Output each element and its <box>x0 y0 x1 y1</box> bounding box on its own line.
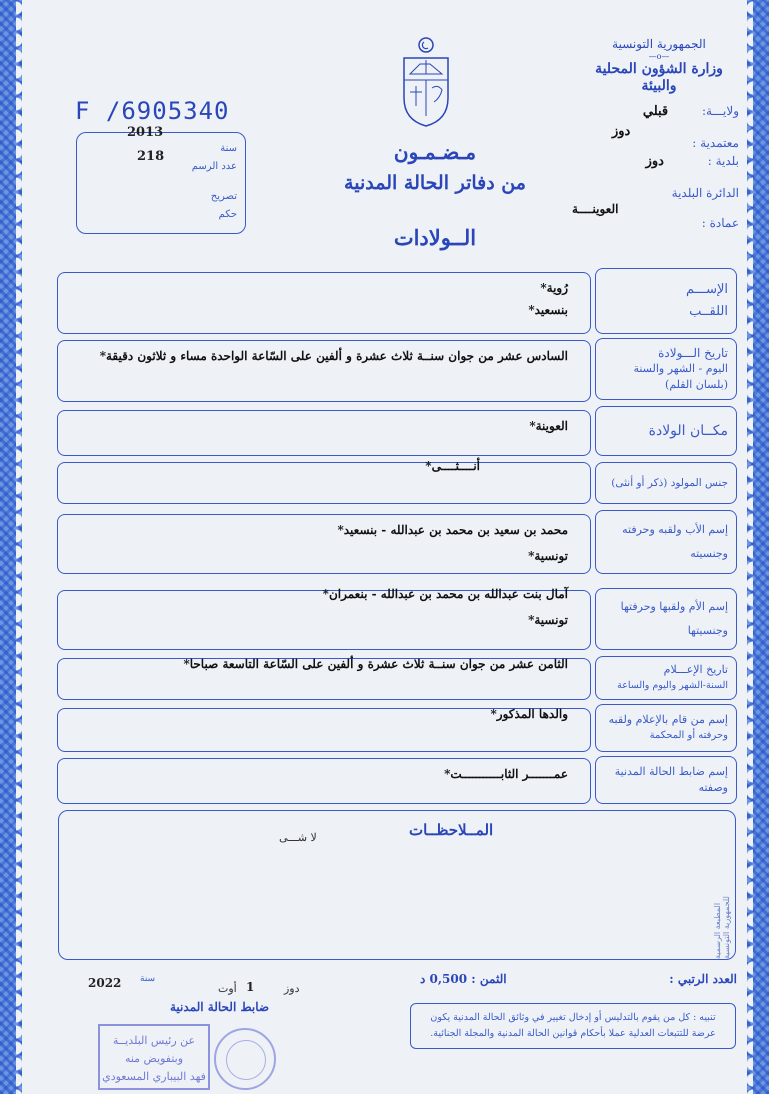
last-name-label: اللقــب <box>689 304 728 319</box>
mother-label-cell <box>595 588 737 650</box>
sex-label-cell <box>595 462 737 504</box>
imada-field <box>559 216 739 230</box>
notes-box <box>58 810 736 960</box>
stamp-line3: فهد البيباري المسعودي <box>102 1070 206 1083</box>
officer-value: عمـــــــر الثابـــــــــــت* <box>444 767 568 781</box>
tunisia-coat-of-arms-icon <box>400 36 452 128</box>
ministry-line2: والبيئة <box>641 78 677 94</box>
declaration-date-label-cell <box>595 656 737 700</box>
register-number: 218 <box>137 149 165 164</box>
warning-box <box>410 1003 736 1049</box>
birth-place-label: مكــان الولادة <box>648 423 728 439</box>
mother-name-value: آمال بنت عبدالله بن محمد بن عبدالله - بنعمران* <box>322 587 568 601</box>
first-name-value: رُوية* <box>540 281 568 295</box>
father-label-cell <box>595 510 737 574</box>
declaration-date-label: تاريخ الإعـــلام <box>663 663 728 676</box>
name-label-cell <box>595 268 737 334</box>
officer-signature-title: ضابط الحالة المدنية <box>170 1000 270 1014</box>
birth-date-value-cell <box>57 340 591 402</box>
declarant-sublabel: وحرفته أو المحكمة <box>649 730 728 741</box>
register-number-label: عدد الرسم <box>191 161 237 172</box>
baladia-label: بلدية : <box>707 154 739 168</box>
birth-place-label-cell <box>595 406 737 456</box>
printer-mark: المطبعة الرسمية للجمهورية التونسية <box>713 896 731 959</box>
declarant-value-cell <box>57 708 591 752</box>
birth-date-value: السادس عشر من جوان سنــة ثلاث عشرة و ألفين على السّاعة الواحدة مساء و ثلاثون دقيقة* <box>99 349 568 363</box>
birth-place-value-cell <box>57 410 591 456</box>
last-name-value: بنسعيد* <box>528 303 568 317</box>
mother-nationality-value: تونسية* <box>528 613 568 627</box>
father-nationality-label: وجنسيته <box>690 547 728 560</box>
declarant-label: إسم من قام بالإعلام ولقبه <box>608 713 728 726</box>
officer-sublabel: وصفته <box>698 781 728 794</box>
judgment-label: حكم <box>218 209 237 220</box>
motamadia-value: دوز <box>612 124 631 139</box>
father-value-cell <box>57 514 591 574</box>
baladia-value: دوز <box>645 154 664 169</box>
register-year: 2013 <box>127 125 164 140</box>
father-nationality-value: تونسية* <box>528 549 568 563</box>
stamp-line2: وبتفويض منه <box>124 1052 184 1065</box>
birth-date-label-cell <box>595 338 737 400</box>
motamadia-field <box>559 136 739 150</box>
daira-label: الدائرة البلدية <box>671 186 739 200</box>
motamadia-label: معتمدية : <box>692 136 739 150</box>
baladia-field <box>559 154 739 169</box>
separator-icon: —o— <box>648 52 670 61</box>
birth-date-words-label: (بلسان القلم) <box>665 378 728 391</box>
notes-title: المــلاحظــات <box>409 821 494 839</box>
issue-place: دوز <box>284 982 300 995</box>
ministry-line1: وزارة الشؤون المحلية <box>595 61 723 77</box>
mother-label: إسم الأم ولقبها وحرفتها <box>620 600 728 613</box>
birth-date-label: تاريخ الـــولادة <box>658 346 728 360</box>
father-name-value: محمد بن سعيد بن محمد بن عبدالله - بنسعيد* <box>337 523 568 537</box>
warning-text: تنبيه : كل من يقوم بالتدليس أو إدخال تغيير في وثائق الحالة المدنية يكون عرضة للتتبعات العدلية عملا بأحكام قوانين الحالة المدنية والمجلة الجنائية. <box>430 1012 716 1039</box>
issue-day: 1 <box>246 980 255 994</box>
declaration-date-sublabel: السنة-الشهر واليوم والساعة <box>617 680 728 691</box>
mother-value-cell <box>57 587 591 650</box>
mother-nationality-label: وجنسيتها <box>687 624 728 637</box>
officer-label: إسم ضابط الحالة المدنية <box>614 765 728 778</box>
sex-value: أنــــثــــى* <box>425 459 480 473</box>
serial-number: F /6905340 <box>75 97 230 125</box>
birth-date-sublabel: اليوم - الشهر والسنة <box>633 362 728 375</box>
decorative-border-left <box>0 0 22 1094</box>
declarant-label-cell <box>595 704 737 752</box>
wilaya-value: قبلي <box>642 104 669 119</box>
wilaya-field <box>559 104 739 119</box>
declaration-date-value-cell <box>57 658 591 700</box>
issue-month: أوت <box>218 982 237 995</box>
imada-value: العوينــــة <box>572 202 619 216</box>
declarant-value: والدها المذكور* <box>490 707 568 721</box>
officer-value-cell <box>57 758 591 804</box>
decorative-border-right <box>747 0 769 1094</box>
imada-label: عمادة : <box>701 216 739 230</box>
stamp-line1: عن رئيس البلديــة <box>112 1034 196 1047</box>
serial-order-label: العدد الرتبي : <box>669 972 737 986</box>
daira-field <box>559 186 739 200</box>
wilaya-label: ولايـــة: <box>701 104 739 118</box>
round-seal-icon <box>214 1028 276 1090</box>
notes-value: لا شـــى <box>279 831 317 844</box>
price-label: الثمن : 0,500 د <box>420 972 507 986</box>
republic-name: الجمهورية التونسية <box>612 37 706 51</box>
sex-value-cell <box>57 459 591 504</box>
first-name-label: الإســـم <box>686 282 728 297</box>
document-section-title: الــولادات <box>393 225 477 250</box>
sex-label: جنس المولود (ذكر أو أنثى) <box>611 477 728 489</box>
name-value-cell <box>57 272 591 334</box>
issue-year: 2022 <box>88 976 122 990</box>
issue-year-label: سنة <box>140 974 156 984</box>
officer-label-cell <box>595 756 737 804</box>
document-title: مـضـمـون <box>393 140 477 164</box>
birth-place-value: العوينة* <box>529 419 568 433</box>
declaration-date-value: الثامن عشر من جوان سنــة ثلاث عشرة و ألفين على السّاعة التاسعة صباحا* <box>183 657 568 671</box>
municipal-stamp <box>98 1024 210 1090</box>
document-subtitle: من دفاتر الحالة المدنية <box>344 172 526 194</box>
father-label: إسم الأب ولقبه وحرفته <box>622 523 728 536</box>
register-box <box>76 125 246 234</box>
register-year-label: سنة <box>220 143 237 154</box>
header-issuer <box>579 36 739 95</box>
declaration-label: تصريح <box>210 191 237 202</box>
